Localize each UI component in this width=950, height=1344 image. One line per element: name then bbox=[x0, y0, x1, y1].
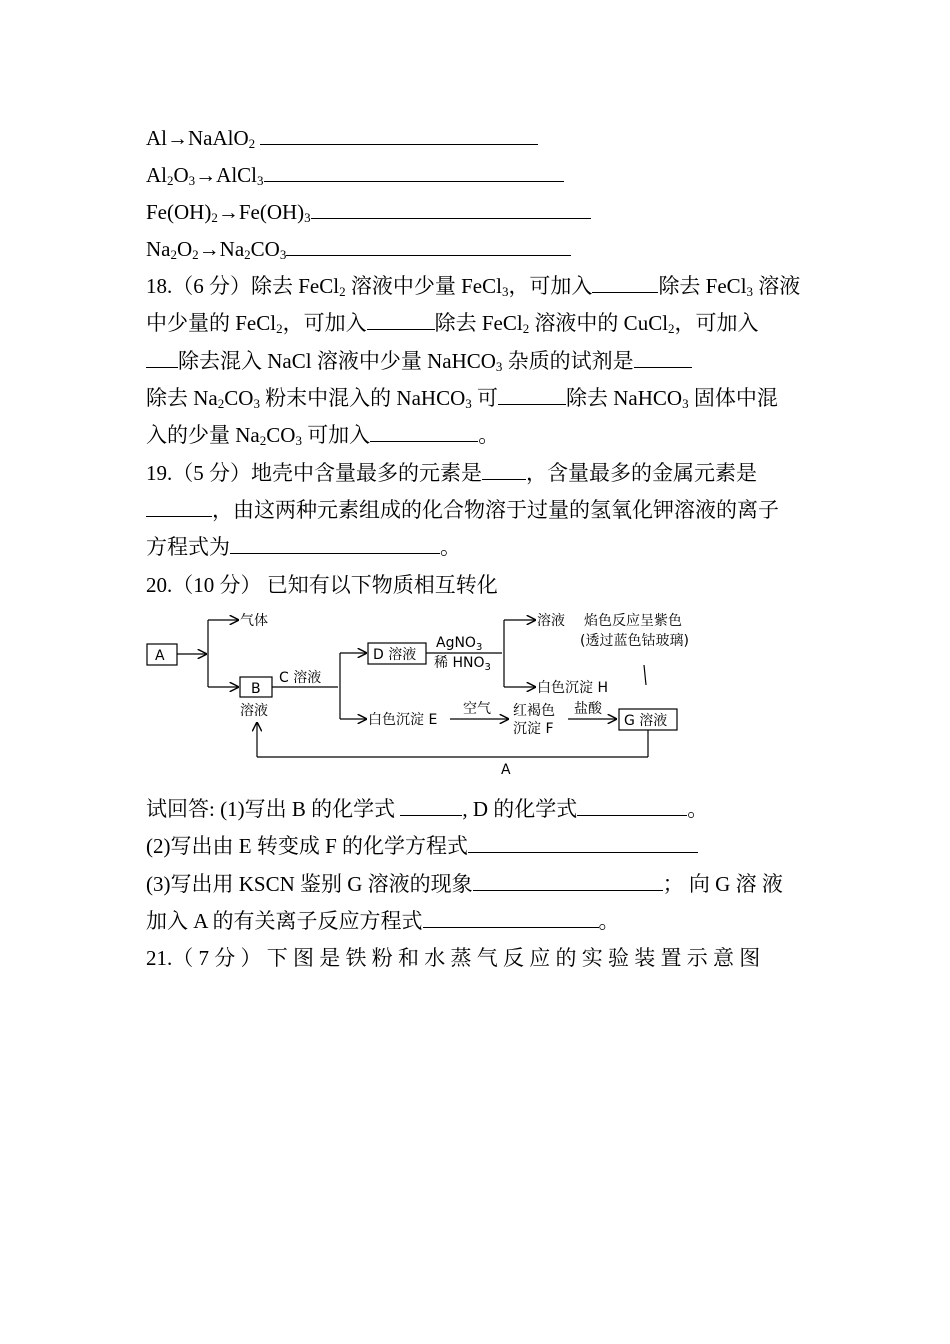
q20-answer3: (3)写出用 KSCN 鉴别 G 溶液的现象 ； 向 G 溶 液 bbox=[146, 872, 783, 896]
conversion-feoh2-feoh3: $Fe(OH)_2\to Fe(OH)_3$ bbox=[146, 200, 591, 224]
label-h: 白色沉淀 H bbox=[537, 680, 608, 696]
label-e: 白色沉淀 E bbox=[368, 712, 438, 728]
answer-blank[interactable] bbox=[468, 834, 698, 853]
answer-blank[interactable] bbox=[423, 909, 599, 928]
q20-answer1: 试回答: (1)写出 B 的化学式 , D 的化学式 。 bbox=[146, 797, 709, 821]
q19-line3: 方程式为 。 bbox=[146, 535, 461, 559]
answer-blank[interactable] bbox=[146, 349, 178, 368]
q20-answer4: 加入 A 的有关离子反应方程式 。 bbox=[146, 909, 620, 933]
q18-line3: 除去混入 NaCl 溶液中少量 NaHCO$_3$ 杂质的试剂是 bbox=[146, 349, 692, 373]
label-cobalt-glass: (透过蓝色钴玻璃) bbox=[580, 633, 689, 649]
q19-line2: ，由这两种元素组成的化合物溶于过量的氢氧化钾溶液的离子 bbox=[146, 498, 779, 522]
q20-answer2: (2)写出由 E 转变成 F 的化学方程式 bbox=[146, 834, 698, 858]
answer-blank[interactable] bbox=[230, 535, 440, 554]
label-g: G 溶液 bbox=[624, 713, 668, 729]
label-air: 空气 bbox=[463, 701, 491, 717]
label-hcl: 盐酸 bbox=[574, 701, 602, 717]
label-dilute-hno3: 稀 $HNO_3$ bbox=[434, 655, 491, 673]
label-b-solution: 溶液 bbox=[240, 703, 268, 719]
q20-title: 20.（10 分） 已知有以下物质相互转化 bbox=[146, 573, 498, 597]
label-f1: 红褐色 bbox=[513, 703, 555, 719]
q21-intro: 21.（ 7 分 ） 下 图 是 铁 粉 和 水 蒸 气 反 应 的 实 验 装 置 示 意 图 bbox=[146, 946, 761, 970]
q18-line4: 除去 $Na_2CO_3$ 粉末中混入的 NaHCO$_3$ 可 除去 NaHCO$_3$ 固体中混 bbox=[146, 386, 778, 411]
label-a: A bbox=[155, 648, 165, 664]
label-c: C 溶液 bbox=[279, 670, 322, 686]
conversion-na2o2-na2co3: $Na_2O_2\to Na_2CO_3$ bbox=[146, 237, 571, 261]
answer-blank[interactable] bbox=[498, 386, 566, 405]
answer-blank[interactable] bbox=[370, 423, 478, 442]
conversion-al-naalo2: Al→NaAlO$_2$ bbox=[146, 126, 538, 150]
label-d: D 溶液 bbox=[373, 647, 417, 663]
answer-blank[interactable] bbox=[400, 797, 462, 816]
answer-blank[interactable] bbox=[482, 461, 526, 480]
label-gas: 气体 bbox=[240, 613, 268, 629]
answer-blank[interactable] bbox=[634, 349, 692, 368]
q19-line1: 19.（5 分）地壳中含量最多的元素是 ，含量最多的金属元素是 bbox=[146, 461, 757, 485]
answer-blank[interactable] bbox=[473, 872, 663, 891]
q18-line1: 18.（6 分）除去 FeCl$_2$ 溶液中少量 FeCl$_3$，可加入 除去 FeCl$_3$ 溶液 bbox=[146, 274, 801, 299]
q18-line5: 入的少量 $Na_2CO_3$ 可加入 。 bbox=[146, 423, 500, 448]
answer-blank[interactable] bbox=[592, 274, 658, 293]
q18-line2: 中少量的 FeCl$_2$，可加入 除去 FeCl$_2$ 溶液中的 CuCl$_2$，可加入 bbox=[146, 311, 759, 336]
label-solution: 溶液 bbox=[537, 613, 565, 629]
label-a-return: A bbox=[501, 762, 511, 778]
answer-blank[interactable] bbox=[260, 126, 538, 145]
label-b: B bbox=[251, 681, 261, 697]
answer-blank[interactable] bbox=[264, 163, 564, 182]
answer-blank[interactable] bbox=[367, 311, 435, 330]
conversion-diagram bbox=[140, 605, 720, 785]
answer-blank[interactable] bbox=[146, 498, 212, 517]
answer-blank[interactable] bbox=[311, 200, 591, 219]
answer-blank[interactable] bbox=[286, 237, 571, 256]
label-agno3: AgNO$_3$ bbox=[436, 635, 483, 653]
label-flame-test: 焰色反应呈紫色 bbox=[584, 613, 682, 629]
conversion-al2o3-alcl3: $Al_2O_3\to AlCl_3$ bbox=[146, 163, 564, 187]
label-f2: 沉淀 F bbox=[513, 721, 554, 737]
answer-blank[interactable] bbox=[577, 797, 687, 816]
